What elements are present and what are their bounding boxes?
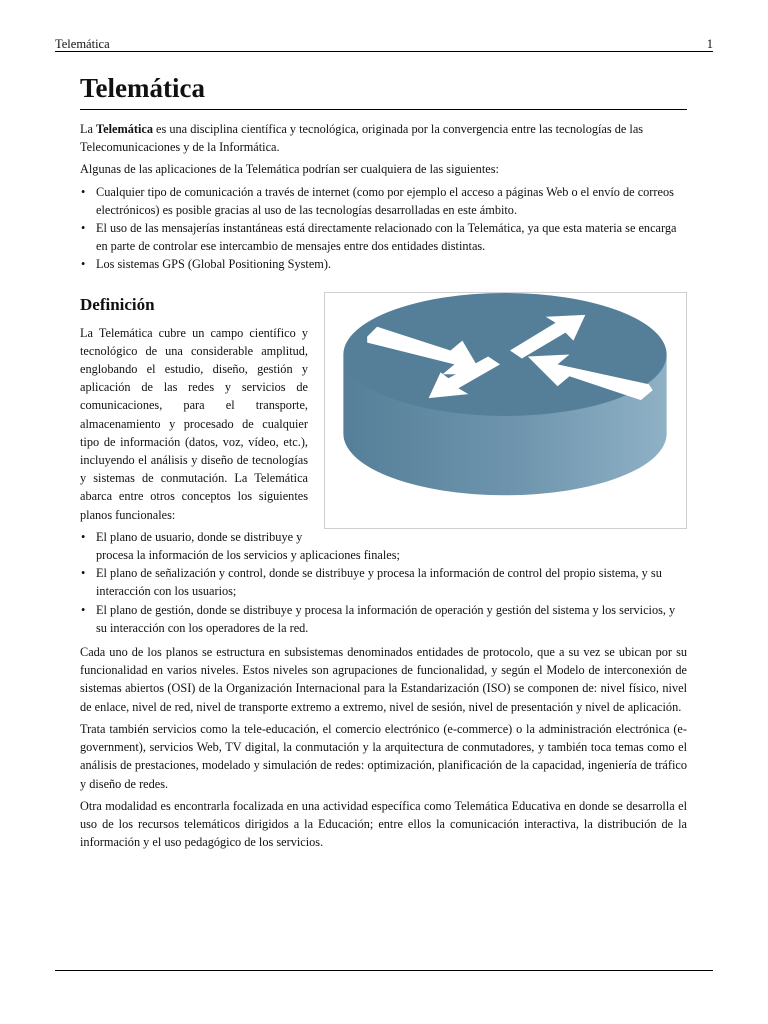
- intro-prefix: La: [80, 122, 97, 136]
- applications-list: [80, 183, 687, 274]
- list-item: • El plano de señalización y control, donde se distribuye y procesa la información de control del propio sistema, y su interacción con los usuarios;: [80, 564, 687, 600]
- body-paragraph: Trata también servicios como la tele-educación, el comercio electrónico (e-commerce) o la administración electrónica (e-government), servicios Web, TV digital, la conmutación y la arquitectura de conmutadores, y también toca temas como el análisis de prestaciones, modelado y simulación de redes: optimización, planificación de la capacidad, ingeniería de tráfico y diseño de redes.: [80, 721, 687, 791]
- list-item: • El uso de las mensajerías instantáneas está directamente relacionado con la Telemática, ya que esta materia se encarga en parte de controlar ese intercambio de mensajes entre dos entidades distintas.: [80, 219, 687, 255]
- intro-rest: es una disciplina científica y tecnológica, originada por la convergencia entre las tecnologías de las Telecomunicaciones y de la Informática.: [80, 122, 644, 155]
- running-title: Telemática: [55, 37, 110, 51]
- header-rule: [55, 51, 713, 52]
- footer-rule: [55, 970, 713, 971]
- list-item: • El plano de gestión, donde se distribuye y procesa la información de operación y gestión del sistema y los servicios, y su interacción con los operadores de la red.: [80, 601, 687, 637]
- article-body: [80, 70, 687, 855]
- page-title: Telemática: [80, 70, 687, 110]
- body-paragraph: Cada uno de los planos se estructura en subsistemas denominados entidades de protocolo, que a su vez se ubican por su funcionalidad en varios niveles. Estos niveles son agrupaciones de funcionalidad, y según el Modelo de interconexión de sistemas abiertos (OSI) de la Organización Internacional para la Estandarización (ISO) se componen de: nivel físico, nivel de enlace, nivel de red, nivel de transporte extremo a extremo, nivel de sesión, nivel de presentación y nivel de aplicación.: [80, 645, 687, 714]
- intro-paragraph: [80, 120, 687, 156]
- applications-intro: Algunas de las aplicaciones de la Telemática podrían ser cualquiera de las siguientes:: [80, 162, 499, 177]
- body-paragraph: Otra modalidad es encontrarla focalizada en una actividad específica como Telemática Educativa en donde se desarrolla el uso de los recursos telemáticos dirigidos a la Educación; entre ellos la comunicación interactiva, la distribución de la información y el uso pedagógico de los servicios.: [80, 798, 687, 850]
- running-header: [55, 36, 713, 52]
- definition-paragraph: La Telemática cubre un campo científico y tecnológico de una considerable amplitud, englobando el estudio, diseño, gestión y aplicación de las redes y servicios de comunicaciones, para el transporte, almacenamiento y procesado de cualquier tipo de información (datos, voz, vídeo, etc.), incluyendo el análisis y diseño de tecnologías y sistemas de conmutación. La Telemática abarca entre otros conceptos los siguientes planos funcionales:: [80, 325, 308, 522]
- list-item: • El plano de usuario, donde se distribuye y procesa la información de los servicios y aplicaciones finales;: [80, 528, 687, 564]
- list-item: • Cualquier tipo de comunicación a través de internet (como por ejemplo el acceso a páginas Web o el envío de correos electrónicos) es posible gracias al uso de las tecnologías desarrolladas en este ámbito.: [80, 183, 687, 219]
- planes-list: [80, 528, 687, 637]
- router-icon: [325, 293, 686, 528]
- page-number: 1: [706, 37, 713, 51]
- section-heading-definicion: Definición: [80, 294, 155, 314]
- router-figure: [324, 292, 687, 529]
- list-item: • Los sistemas GPS (Global Positioning System).: [80, 255, 687, 273]
- intro-bold-term: Telemática: [96, 122, 153, 136]
- router-body-top: [343, 293, 666, 416]
